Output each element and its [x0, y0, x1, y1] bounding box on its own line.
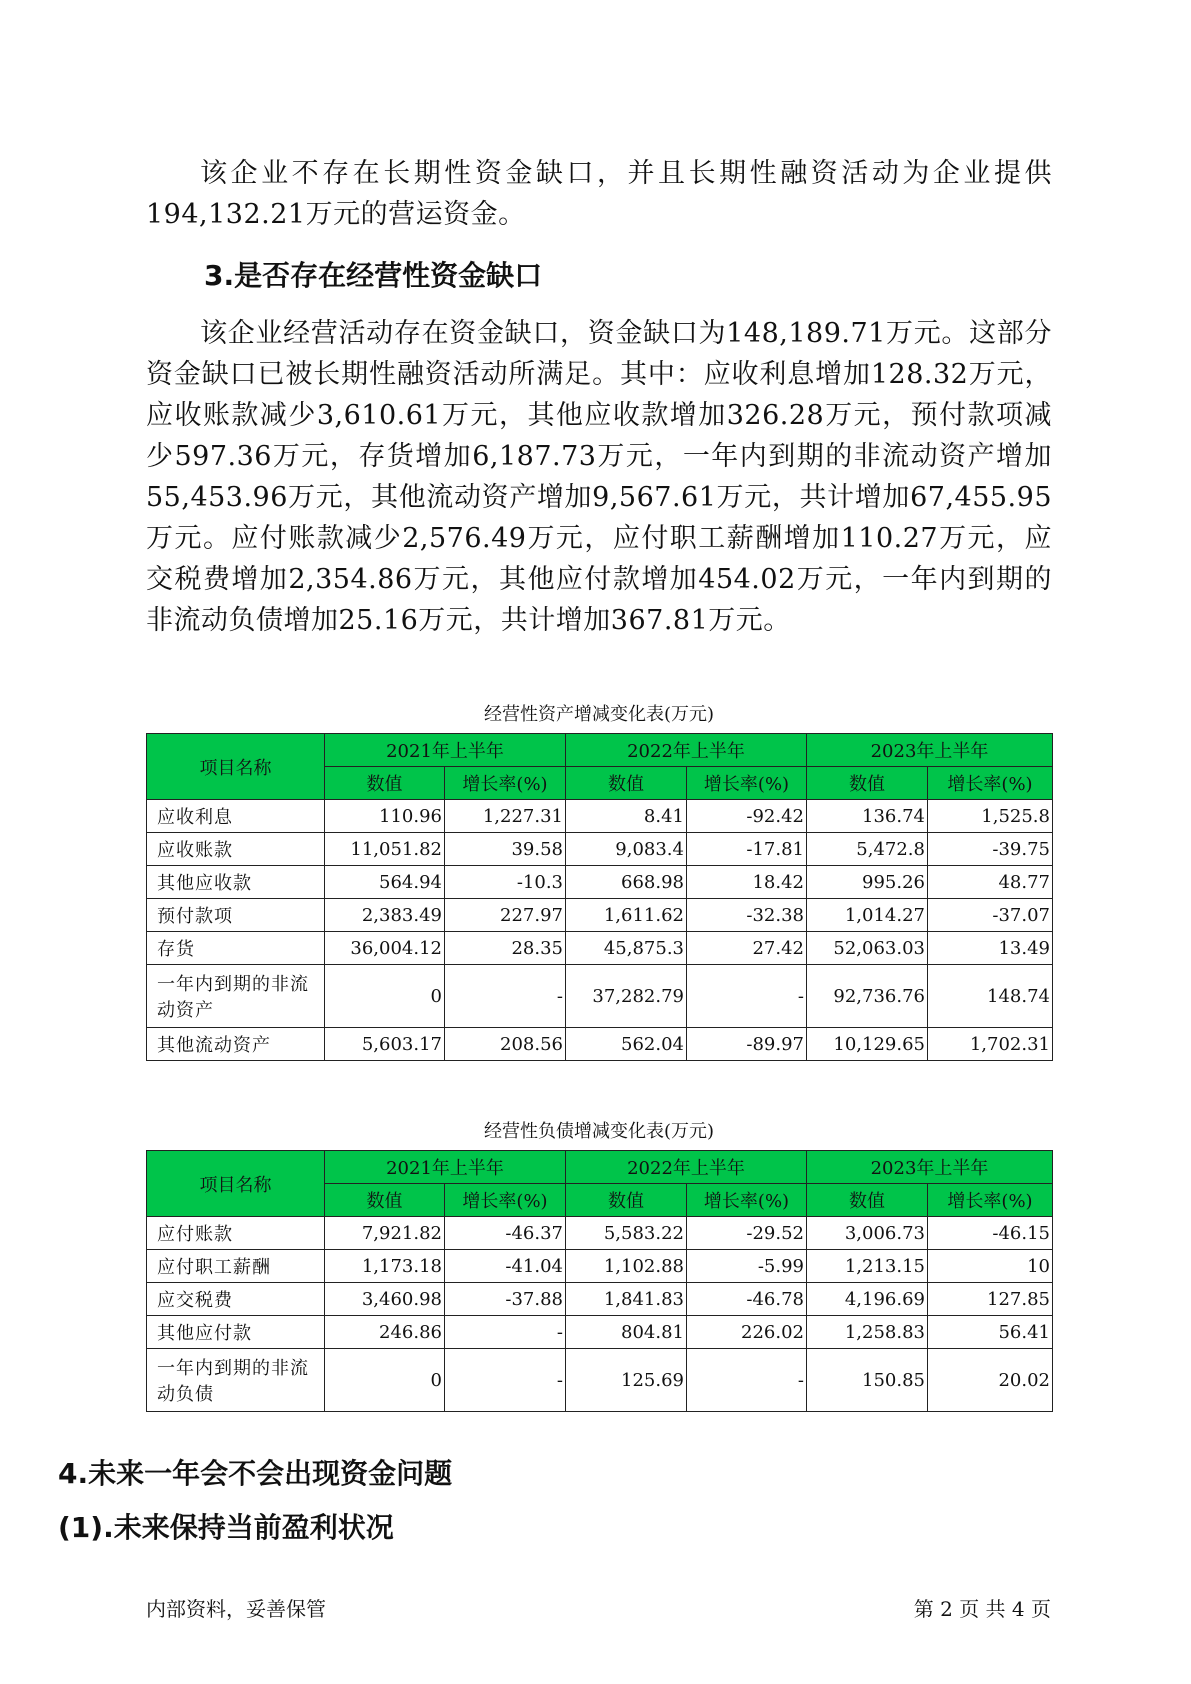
table-cell: 27.42: [687, 932, 807, 965]
table-row: [147, 965, 1053, 1028]
header-growth: 增长率(%): [687, 1184, 807, 1217]
section-heading-future-funding: 4.未来一年会不会出现资金问题: [58, 1457, 453, 1490]
table-cell: -10.3: [445, 866, 566, 899]
header-value: 数值: [566, 767, 687, 800]
row-label: 应付账款: [147, 1217, 325, 1250]
header-item-name: 项目名称: [147, 1151, 325, 1217]
table-cell: 3,006.73: [807, 1217, 928, 1250]
table-cell: 1,227.31: [445, 800, 566, 833]
table-cell: 227.97: [445, 899, 566, 932]
table-cell: -: [445, 1316, 566, 1349]
table-cell: 36,004.12: [325, 932, 445, 965]
row-label: 应付职工薪酬: [147, 1250, 325, 1283]
table-cell: -32.38: [687, 899, 807, 932]
table-cell: -: [687, 965, 807, 1028]
table-cell: 8.41: [566, 800, 687, 833]
assets-table: [146, 733, 1053, 1061]
table-cell: -92.42: [687, 800, 807, 833]
header-growth: 增长率(%): [687, 767, 807, 800]
paragraph-long-term-funding: 该企业不存在长期性资金缺口，并且长期性融资活动为企业提供194,132.21万元的营运资金。: [146, 158, 1052, 230]
table-cell: 20.02: [928, 1349, 1053, 1412]
table-cell: 5,583.22: [566, 1217, 687, 1250]
table-cell: 804.81: [566, 1316, 687, 1349]
header-year-2023: 2023年上半年: [807, 1151, 1053, 1184]
row-label: 其他流动资产: [147, 1028, 325, 1061]
table-row: [147, 899, 1053, 932]
table-cell: -46.78: [687, 1283, 807, 1316]
table-cell: -: [445, 965, 566, 1028]
table-cell: 0: [325, 965, 445, 1028]
table-cell: -46.37: [445, 1217, 566, 1250]
table-cell: 226.02: [687, 1316, 807, 1349]
table-row: [147, 1349, 1053, 1412]
table-cell: 2,383.49: [325, 899, 445, 932]
subsection-heading-current-profit: (1).未来保持当前盈利状况: [58, 1511, 394, 1544]
header-value: 数值: [807, 767, 928, 800]
table-cell: 208.56: [445, 1028, 566, 1061]
table-cell: 28.35: [445, 932, 566, 965]
row-label: 应交税费: [147, 1283, 325, 1316]
table-cell: 1,014.27: [807, 899, 928, 932]
table-cell: -29.52: [687, 1217, 807, 1250]
table-row: [147, 1283, 1053, 1316]
table-cell: 148.74: [928, 965, 1053, 1028]
header-growth: 增长率(%): [928, 1184, 1053, 1217]
row-label: 一年内到期的非流动负债: [147, 1349, 325, 1412]
paragraph-operating-gap: 该企业经营活动存在资金缺口，资金缺口为148,189.71万元。这部分资金缺口已被长期性融资活动所满足。其中：应收利息增加128.32万元，应收账款减少3,610.61万元，其他应收款增加326.28万元，预付款项减少597.36万元，存货增加6,187.73万元，一年内到期的非流动资产增加55,453.96万元，其他流动资产增加9,567.61万元，共计增加67,455.95万元。应付账款减少2,576.49万元，应付职工薪酬增加110.27万元，应交税费增加2,354.86万元，其他应付款增加454.02万元，一年内到期的非流动负债增加25.16万元，共计增加367.81万元。: [146, 318, 1052, 636]
table-cell: 37,282.79: [566, 965, 687, 1028]
row-label: 存货: [147, 932, 325, 965]
table-cell: -37.07: [928, 899, 1053, 932]
table-cell: 125.69: [566, 1349, 687, 1412]
table-cell: 52,063.03: [807, 932, 928, 965]
table-cell: 39.58: [445, 833, 566, 866]
table-cell: 9,083.4: [566, 833, 687, 866]
table-row: [147, 866, 1053, 899]
table-cell: -37.88: [445, 1283, 566, 1316]
table-cell: 4,196.69: [807, 1283, 928, 1316]
table-cell: 1,841.83: [566, 1283, 687, 1316]
footer-page-number: 第 2 页 共 4 页: [913, 1597, 1051, 1621]
table-cell: 1,102.88: [566, 1250, 687, 1283]
table-row: [147, 800, 1053, 833]
header-year-2021: 2021年上半年: [325, 1151, 566, 1184]
table-cell: 1,702.31: [928, 1028, 1053, 1061]
header-value: 数值: [325, 1184, 445, 1217]
row-label: 其他应付款: [147, 1316, 325, 1349]
header-item-name: 项目名称: [147, 734, 325, 800]
table-cell: -: [687, 1349, 807, 1412]
footer-confidential-note: 内部资料，妥善保管: [146, 1597, 326, 1621]
table-cell: 1,611.62: [566, 899, 687, 932]
table-cell: 127.85: [928, 1283, 1053, 1316]
header-value: 数值: [807, 1184, 928, 1217]
table-cell: 13.49: [928, 932, 1053, 965]
table-cell: -17.81: [687, 833, 807, 866]
table-cell: 1,258.83: [807, 1316, 928, 1349]
table-cell: 136.74: [807, 800, 928, 833]
row-label: 一年内到期的非流动资产: [147, 965, 325, 1028]
table-cell: 5,472.8: [807, 833, 928, 866]
table-row: [147, 932, 1053, 965]
header-year-2022: 2022年上半年: [566, 1151, 807, 1184]
header-year-2023: 2023年上半年: [807, 734, 1053, 767]
table-cell: -41.04: [445, 1250, 566, 1283]
table-cell: 10: [928, 1250, 1053, 1283]
table-cell: 150.85: [807, 1349, 928, 1412]
table-cell: 11,051.82: [325, 833, 445, 866]
table-cell: 10,129.65: [807, 1028, 928, 1061]
row-label: 预付款项: [147, 899, 325, 932]
header-growth: 增长率(%): [928, 767, 1053, 800]
header-year-2021: 2021年上半年: [325, 734, 566, 767]
table-cell: 3,460.98: [325, 1283, 445, 1316]
table-row: [147, 833, 1053, 866]
table-cell: 18.42: [687, 866, 807, 899]
table-cell: 564.94: [325, 866, 445, 899]
header-year-2022: 2022年上半年: [566, 734, 807, 767]
assets-table-caption: 经营性资产增减变化表(万元): [483, 704, 715, 725]
header-value: 数值: [566, 1184, 687, 1217]
table-cell: -39.75: [928, 833, 1053, 866]
header-growth: 增长率(%): [445, 767, 566, 800]
liabilities-table: [146, 1150, 1053, 1412]
table-cell: -: [445, 1349, 566, 1412]
table-cell: 246.86: [325, 1316, 445, 1349]
row-label: 应收利息: [147, 800, 325, 833]
table-row: [147, 1250, 1053, 1283]
header-value: 数值: [325, 767, 445, 800]
table-cell: 668.98: [566, 866, 687, 899]
table-cell: 1,525.8: [928, 800, 1053, 833]
table-cell: -46.15: [928, 1217, 1053, 1250]
row-label: 其他应收款: [147, 866, 325, 899]
table-cell: 48.77: [928, 866, 1053, 899]
row-label: 应收账款: [147, 833, 325, 866]
table-cell: 0: [325, 1349, 445, 1412]
table-row: [147, 1028, 1053, 1061]
table-cell: 7,921.82: [325, 1217, 445, 1250]
table-row: [147, 1217, 1053, 1250]
table-cell: 1,213.15: [807, 1250, 928, 1283]
header-growth: 增长率(%): [445, 1184, 566, 1217]
table-cell: 45,875.3: [566, 932, 687, 965]
table-cell: 110.96: [325, 800, 445, 833]
table-cell: 562.04: [566, 1028, 687, 1061]
table-cell: 995.26: [807, 866, 928, 899]
table-cell: 1,173.18: [325, 1250, 445, 1283]
table-cell: -89.97: [687, 1028, 807, 1061]
table-cell: -5.99: [687, 1250, 807, 1283]
section-heading-operating-gap: 3.是否存在经营性资金缺口: [204, 259, 543, 292]
liabilities-table-caption: 经营性负债增减变化表(万元): [483, 1121, 715, 1142]
table-cell: 5,603.17: [325, 1028, 445, 1061]
table-row: [147, 1316, 1053, 1349]
table-cell: 56.41: [928, 1316, 1053, 1349]
table-cell: 92,736.76: [807, 965, 928, 1028]
